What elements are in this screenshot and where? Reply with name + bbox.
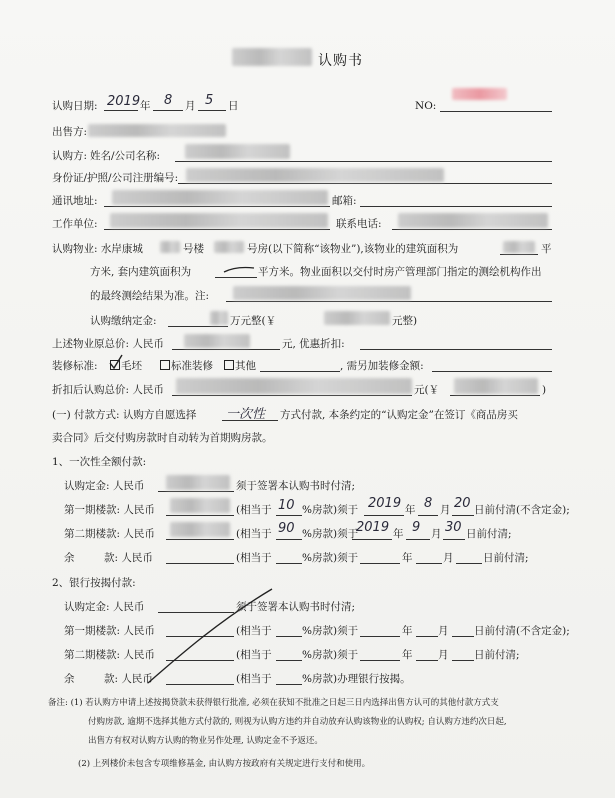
finish-extra: , 需另加装修金额: (340, 360, 424, 372)
s2-p1-d: 年 (402, 625, 413, 637)
payment-intro-c: 卖合同》后交付购房款时自动转为首期购房款。 (52, 432, 273, 444)
s1-p1-pct-line (276, 515, 302, 516)
redacted-id (186, 168, 444, 182)
checkbox-empty (224, 360, 234, 370)
work-label: 工作单位: (52, 218, 98, 230)
property-line2-b: 平方米。物业面积以交付时房产管理部门指定的测绘机构作出 (258, 266, 542, 278)
disc-yuan-line (450, 395, 540, 396)
redacted-note (233, 286, 411, 300)
s1-rest-b: 款: 人民币 (104, 552, 153, 564)
month-line (153, 110, 183, 111)
s1-p2-e: 日前付清; (466, 528, 512, 540)
s2-deposit-a: 认购定金: 人民币 (64, 601, 145, 613)
s2-p1-day-line (452, 636, 474, 637)
note-2: (2) 上列楼价未包含专项维修基金, 由认购方按政府有关规定进行支付和使用。 (78, 759, 371, 769)
postcode-line (360, 206, 552, 207)
month-unit: 月 (185, 100, 196, 112)
deposit-c: 元整) (392, 315, 418, 327)
s1-deposit-line (158, 491, 234, 492)
s1-p1-day: 20 (454, 496, 471, 511)
deposit-b: 万元整(￥ (230, 315, 277, 327)
finish-opt2: 标准装修 (160, 359, 213, 373)
s1-rest-amount-line (166, 563, 234, 564)
note-1b: 付购房款, 逾期不选择其他方式付款的, 则视为认购方违约并自动放弃认购该物业的认购权; 自认购方违约次日起, (88, 717, 507, 727)
note-1c: 出售方有权对认购方认购的物业另作处理, 认购定金不予返还。 (88, 736, 323, 746)
address-line (104, 206, 330, 207)
redacted-number (452, 88, 507, 100)
strike-through-mark (140, 585, 280, 690)
area-line (500, 254, 538, 255)
s2-p2-b: (相当于 (236, 649, 272, 661)
redacted-deposit-yuan (324, 311, 390, 325)
id-line (178, 183, 552, 184)
s1-rest-g: 日前付清; (483, 552, 529, 564)
s1-p2-day: 30 (445, 520, 462, 535)
s1-deposit-a: 认购定金: 人民币 (64, 480, 145, 492)
redacted-room (214, 241, 244, 253)
redacted-title-prefix (232, 48, 312, 66)
s1-p2-pct: 90 (278, 521, 295, 536)
s1-p1-month-line (418, 515, 438, 516)
s1-p1-b: (相当于 (236, 504, 272, 516)
s1-rest-c: (相当于 (236, 552, 272, 564)
s1-rest-e: 年 (402, 552, 413, 564)
no-label: NO: (415, 100, 437, 112)
slash-mark (222, 262, 256, 276)
checkbox-empty (160, 360, 170, 370)
s1-p2-year-line (352, 539, 392, 540)
buyer-label: 认购方: (52, 150, 88, 162)
other-line (260, 371, 340, 372)
redacted-disc-yuan (454, 378, 538, 394)
redacted-s1-p2 (170, 522, 230, 537)
disc-price-line (172, 395, 412, 396)
s2-title: 2、银行按揭付款: (52, 577, 136, 589)
finish-opt1: 毛坯 (110, 359, 142, 373)
work-line (104, 229, 330, 230)
redacted-work (110, 213, 328, 228)
s1-rest-month-line (416, 563, 442, 564)
property-line2-a: 方米, 套内建筑面积为 (90, 266, 192, 278)
s1-p1-c: %房款)须于 (302, 504, 359, 516)
redacted-disc-price (176, 378, 412, 394)
finish-opt3: 其他 (224, 359, 256, 373)
s1-rest-pct-line (276, 563, 302, 564)
disc-price-b: 元(￥ (414, 384, 440, 396)
orig-price-b: 元, 优惠折扣: (282, 338, 345, 350)
s1-p1-year-line (364, 515, 404, 516)
s2-p2-a: 第二期楼款: 人民币 (64, 649, 155, 661)
year-line (104, 110, 138, 111)
redacted-s1-p1 (170, 498, 230, 513)
year-unit: 年 (140, 100, 151, 112)
day-line (198, 110, 226, 111)
deposit-line (168, 326, 228, 327)
s2-p2-day-line (452, 660, 474, 661)
s1-p2-amount-line (166, 539, 234, 540)
redacted-deposit (210, 311, 228, 325)
s1-p1-a: 第一期楼款: 人民币 (64, 504, 155, 516)
s1-rest-f: 月 (443, 552, 454, 564)
redacted-area (503, 241, 535, 253)
s1-rest-a: 余 (64, 552, 75, 564)
property-line1-d: 平 (541, 243, 552, 255)
disc-price-c: ) (542, 384, 547, 396)
payment-method: 一次性 (226, 407, 266, 422)
s2-p2-e: 月 (438, 649, 449, 661)
s1-p1-month: 8 (424, 496, 433, 511)
date-label: 认购日期: (52, 100, 98, 112)
note-1a: 备注: (1) 若认购方申请上述按揭贷款未获得银行批准, 必须在获知不批准之日起三日内选择出售方认可的其他付款方式支 (48, 698, 499, 708)
s1-p1-amount-line (166, 515, 234, 516)
s2-p1-e: 月 (438, 625, 449, 637)
s1-title: 1、一次性全额付款: (52, 456, 147, 468)
deposit-a: 认购缴纳定金: (90, 315, 157, 327)
redacted-seller (88, 124, 226, 137)
redacted-address (112, 190, 328, 205)
s1-p1-day-line (452, 515, 474, 516)
s2-p2-d: 年 (402, 649, 413, 661)
inner-area-line (215, 277, 257, 278)
no-line (440, 111, 552, 112)
postcode-label: 邮箱: (332, 195, 357, 207)
property-line1-c: 号房(以下简称“该物业”),该物业的建筑面积为 (247, 243, 459, 255)
finish-label: 装修标准: (52, 360, 98, 372)
s1-p1-ym: 年 (405, 504, 416, 516)
finish-amount-line (432, 371, 552, 372)
discount-line (360, 349, 552, 350)
s1-p1-pct: 10 (278, 498, 295, 513)
orig-price-line (172, 349, 280, 350)
s2-deposit-b: 须于签署本认购书时付清; (236, 601, 356, 613)
s2-p1-f: 日前付清(不含定金); (474, 625, 570, 637)
check-mark (108, 354, 124, 370)
s2-rest-a: 余 (64, 673, 75, 685)
redacted-phone (398, 213, 548, 228)
s1-p2-a: 第二期楼款: 人民币 (64, 528, 155, 540)
s2-p2-c: %房款)须于 (302, 649, 359, 661)
disc-price-a: 折扣后认购总价: 人民币 (52, 384, 164, 396)
payment-intro-a: (一) 付款方式: 认购方自愿选择 (52, 409, 197, 421)
s2-rest-b: 款: 人民币 (104, 673, 153, 685)
s1-p2-month-line (406, 539, 430, 540)
s1-rest-d: %房款)须于 (302, 552, 359, 564)
s1-p2-month: 9 (412, 520, 421, 535)
redacted-building (160, 241, 180, 253)
id-label: 身份证/护照/公司注册编号: (52, 172, 179, 184)
s2-p1-c: %房款)须于 (302, 625, 359, 637)
day-unit: 日 (228, 100, 239, 112)
year-value: 2019 (107, 94, 141, 109)
s2-rest-c: (相当于 (236, 673, 272, 685)
s2-rest-d: %房款)办理银行按揭。 (302, 673, 411, 685)
s2-p2-month-line (416, 660, 438, 661)
s2-p1-month-line (416, 636, 438, 637)
s2-p1-year-line (360, 636, 400, 637)
s2-p1-b: (相当于 (236, 625, 272, 637)
s1-p2-c: %房款)须于 (302, 528, 359, 540)
s1-p2-b: (相当于 (236, 528, 272, 540)
s1-p2-year: 2019 (356, 520, 390, 535)
note-line (226, 301, 552, 302)
payment-intro-b: 方式付款, 本条约定的“认购定金”在签订《商品房买 (280, 409, 518, 421)
s2-p1-a: 第一期楼款: 人民币 (64, 625, 155, 637)
phone-line (392, 229, 552, 230)
s2-p2-f: 日前付清; (474, 649, 520, 661)
s1-p2-pct-line (276, 539, 302, 540)
redacted-buyer-name (185, 144, 290, 159)
s1-p1-md: 月 (440, 504, 451, 516)
phone-label: 联系电话: (336, 218, 382, 230)
month-value: 8 (164, 93, 173, 108)
s1-rest-day-line (456, 563, 482, 564)
s1-p2-day-line (443, 539, 465, 540)
page-title: 认购书 (318, 53, 363, 69)
property-line1-b: 号楼 (183, 243, 204, 255)
redacted-orig-price (184, 334, 250, 348)
orig-price-a: 上述物业原总价: 人民币 (52, 338, 164, 350)
property-line1-a: 认购物业: 水岸康城 (52, 243, 143, 255)
s1-deposit-b: 须于签署本认购书时付清; (236, 480, 356, 492)
s2-p2-year-line (360, 660, 400, 661)
s1-p2-ym: 年 (393, 528, 404, 540)
redacted-s1-deposit (166, 475, 230, 490)
s1-p1-e: 日前付清(不含定金); (474, 504, 570, 516)
buyer-name-line (175, 161, 552, 162)
s1-rest-year-line (360, 563, 400, 564)
property-line3: 的最终测绘结果为准。注: (90, 290, 210, 302)
s1-p2-md: 月 (431, 528, 442, 540)
buyer-name-label: 姓名/公司名称: (90, 150, 161, 162)
seller-label: 出售方: (52, 126, 88, 138)
address-label: 通讯地址: (52, 195, 98, 207)
day-value: 5 (205, 93, 214, 108)
s1-p1-year: 2019 (368, 496, 402, 511)
